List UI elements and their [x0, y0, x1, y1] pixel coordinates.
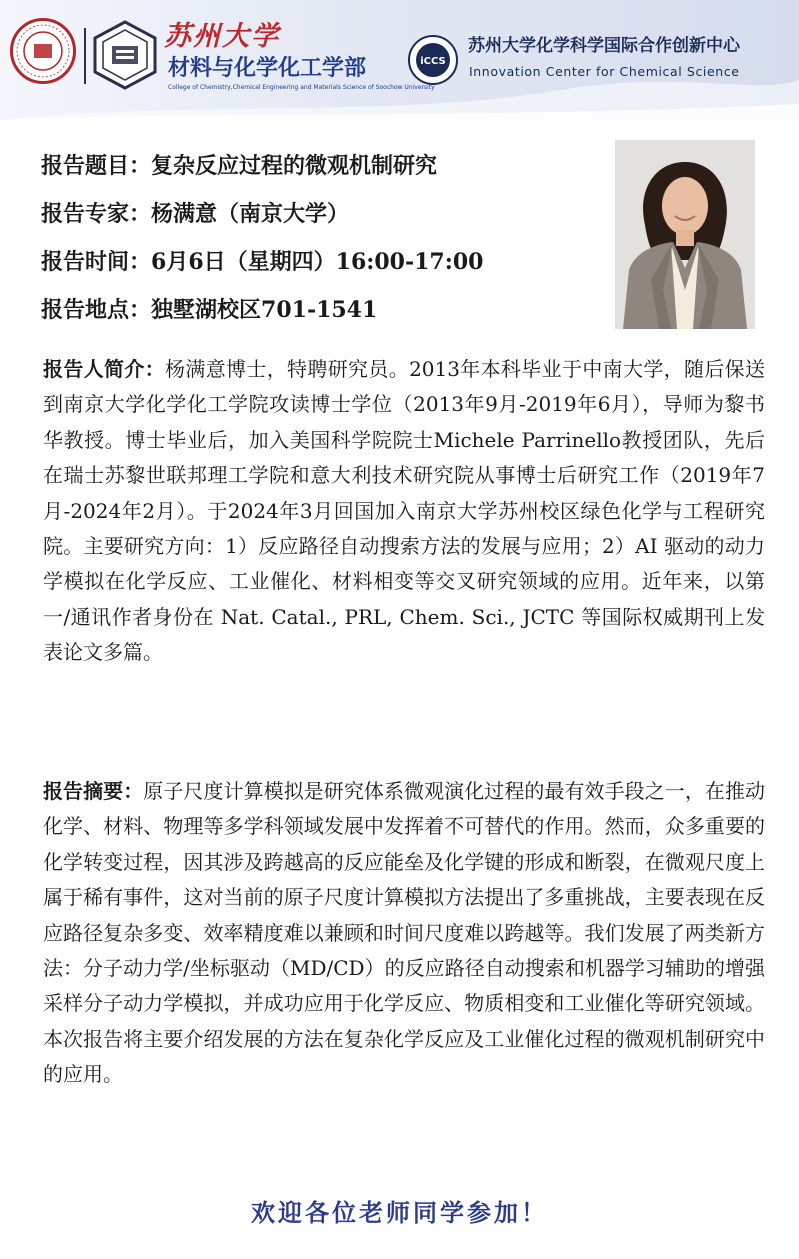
bio-text: 杨满意博士，特聘研究员。2013年本科毕业于中南大学，随后保送到南京大学化学化工学院攻读博士学位（2013年9月-2019年6月），导师为黎书华教授。博士毕业后，加入美国科学院院士Michele Parrinello教授团队，先后在瑞士苏黎世联邦理工学院和意大利技术研究院从事博士后研究工作（2019年7月-2024年2月）。于2024年3月回国加入南京大学苏州校区绿色化学与工程研究院。主要研究方向：1）反应路径自动搜索方法的发展与应用；2）AI 驱动的动力学模拟在化学反应、工业催化、材料相变等交叉研究领域的应用。近年来，以第一/通讯作者身份在 Nat. Catal., PRL, Chem. Sci., JCTC 等国际权威期刊上发表论文多篇。 [43, 357, 766, 665]
speaker-photo [615, 140, 755, 329]
seal-icon [13, 21, 73, 81]
talk-title-value: 复杂反应过程的微观机制研究 [151, 153, 438, 179]
location-row [41, 294, 601, 342]
speaker-label: 报告专家： [41, 201, 152, 227]
time-row [41, 246, 601, 294]
bio-label: 报告人简介： [43, 357, 166, 381]
abstract-text: 原子尺度计算模拟是研究体系微观演化过程的最有效手段之一，在推动化学、材料、物理等多学科领域发展中发挥着不可替代的作用。然而，众多重要的化学转变过程，因其涉及跨越高的反应能垒及化学键的形成和断裂，在微观尺度上属于稀有事件，这对当前的原子尺度计算模拟方法提出了多重挑战，主要表现在反应路径复杂多变、效率精度难以兼顾和时间尺度难以跨越等。我们发展了两类新方法：分子动力学/坐标驱动（MD/CD）的反应路径自动搜索和机器学习辅助的增强采样分子动力学模拟，并成功应用于化学反应、物质相变和工业催化等研究领域。本次报告将主要介绍发展的方法在复杂化学反应及工业催化过程的微观机制研究中的应用。 [43, 779, 766, 1087]
time-label: 报告时间： [41, 249, 152, 275]
iccs-logo [407, 34, 459, 86]
department-english-name: College of Chemistry,Chemical Engineering and Materials Science of Soochow University [168, 84, 435, 91]
speaker-portrait-image [615, 140, 755, 329]
university-name: 苏州大学 [164, 21, 280, 52]
speaker-value: 杨满意（南京大学） [151, 201, 350, 227]
talk-title-row [41, 150, 601, 198]
abstract-label: 报告摘要： [43, 779, 144, 803]
welcome-message: 欢迎各位老师同学参加！ [251, 1198, 548, 1227]
department-hexagon-logo [92, 20, 158, 90]
talk-info-block [41, 150, 601, 342]
location-label: 报告地点： [41, 297, 152, 323]
university-seal-logo [10, 18, 76, 84]
time-value: 6月6日（星期四）16:00-17:00 [151, 249, 484, 275]
speaker-bio-paragraph [43, 352, 765, 671]
department-name: 材料与化学化工学部 [168, 56, 367, 81]
speaker-row [41, 198, 601, 246]
abstract-paragraph [43, 774, 765, 1093]
location-value: 独墅湖校区701-1541 [151, 297, 378, 323]
header-banner [0, 0, 799, 120]
iccs-logo-text: iCCS [420, 56, 446, 67]
talk-title-label: 报告题目： [41, 153, 152, 179]
center-name-english: Innovation Center for Chemical Science [469, 64, 740, 79]
logo-divider [84, 28, 86, 84]
center-name-chinese: 苏州大学化学科学国际合作创新中心 [468, 36, 740, 56]
